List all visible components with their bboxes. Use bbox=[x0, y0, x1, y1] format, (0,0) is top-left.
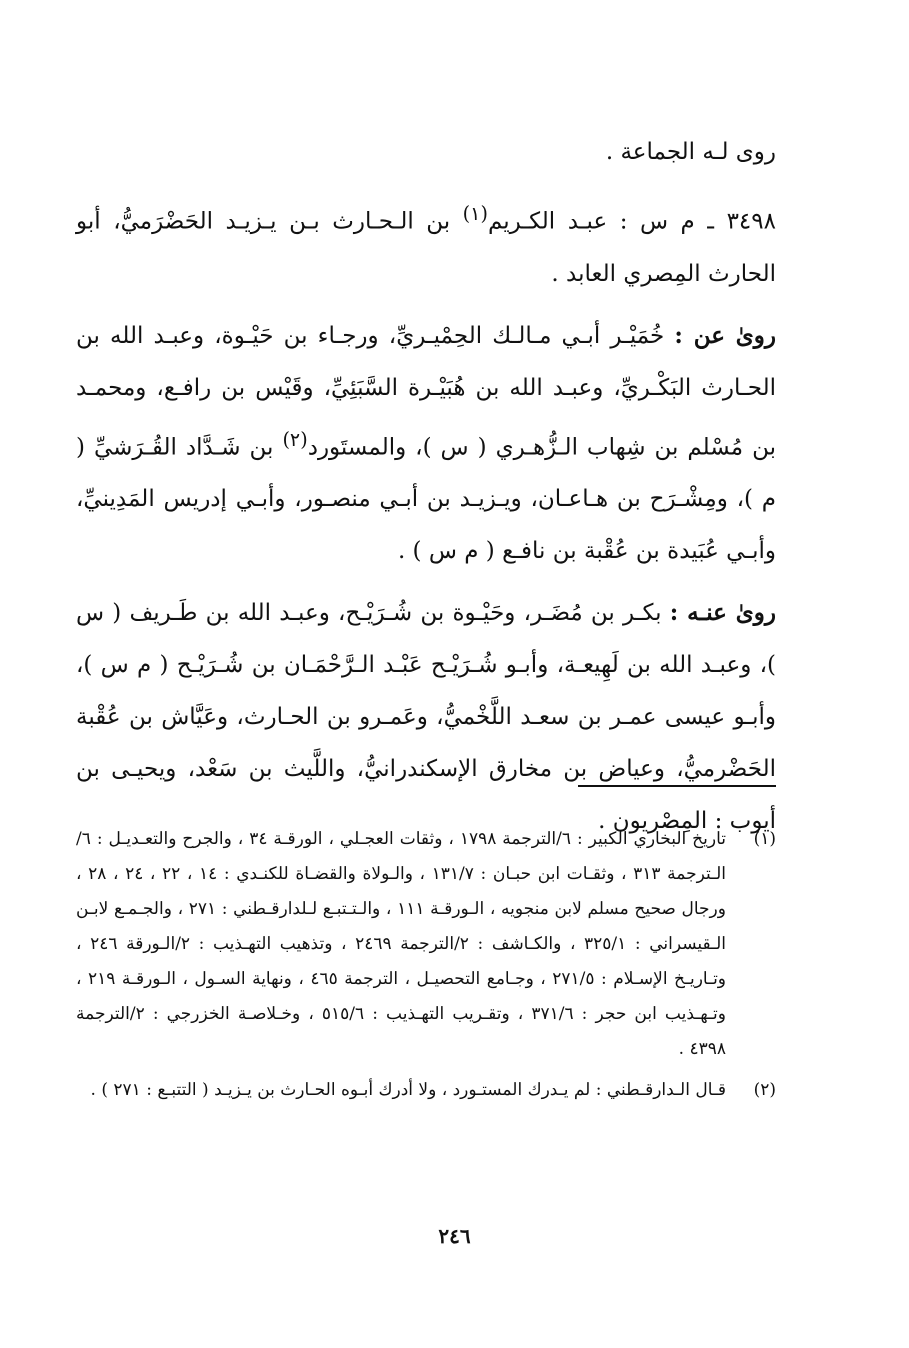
narrated-from-label: روىٰ عن : bbox=[674, 321, 776, 349]
continuation-line: روى لـه الجماعة . bbox=[605, 139, 776, 165]
footnote-2 bbox=[76, 1073, 776, 1108]
footnote-number: (١) bbox=[753, 829, 776, 849]
entry-name-rest: بن الـحـارث بـن يـزيـد الحَضْرَميُّ، أبو الحارث المِصري العابد . bbox=[76, 208, 776, 287]
footnote-1 bbox=[76, 822, 776, 1067]
narrated-from-paragraph bbox=[76, 310, 776, 578]
footnote-text: قـال الـدارقـطني : لم يـدرك المستـورد ، ولا أدرك أبـوه الحـارث بن يـزيـد ( التتبـع : ٢٧١ ) . bbox=[90, 1080, 726, 1100]
page-number: ٢٤٦ bbox=[438, 1224, 471, 1248]
footnote-number: (٢) bbox=[753, 1080, 776, 1100]
narrated-from-text: خُمَيْـر أبـي مـالـك الحِمْيـريِّ، ورجـاء بن حَيْـوة، وعبـد الله بن الحـارث البَكْـريِّ، وعبـد الله بن هُبَيْـرة السَّبَئِيِّ، وقَيْس بن رافـع، ومحمـد بن مُسْلم بن شِهاب الـزُّهـري ( س )، والمستَورد bbox=[76, 322, 776, 461]
narrated-by-text: بكـر بن مُضَـر، وحَيْـوة بن شُـرَيْـح، وعبـد الله بن طَـريف ( س )، وعبـد الله بن لَهِيعـة، وأبـو شُـرَيْـح عَبْـد الـرَّحْمَـان بن شُـرَيْـح ( م س )، وأبـو عيسى عمـر بن سعـد اللَّخْميُّ، وعَمـرو بن الحـارث، وعَيَّاش بن عُقْبة الحَضْرميُّ، وعياض بن مخارق الإسكندرانيُّ، واللَّيث بن سَعْد، ويحيـى بن أيوب : المِصْريون . bbox=[76, 600, 776, 835]
narrated-by-label: روىٰ عنـه : bbox=[669, 599, 776, 627]
main-text bbox=[76, 126, 776, 847]
biography-entry-heading bbox=[76, 188, 776, 300]
narrated-by-paragraph bbox=[76, 587, 776, 847]
footnote-ref-1[interactable]: (١) bbox=[462, 202, 488, 225]
narrated-from-text-end: بن شَـدَّاد القُـرَشيِّ ( م )، ومِشْـرَح بن هـاعـان، ويـزيـد بن أبـي منصـور، وأبـي إدريس المَدِينيِّ، وأبـي عُبَيدة بن عُقْبة بن نافـع ( م س ) . bbox=[76, 434, 776, 565]
footnote-separator bbox=[578, 785, 776, 787]
footnote-ref-2[interactable]: (٢) bbox=[282, 427, 308, 451]
footnotes bbox=[76, 822, 776, 1114]
footnote-text: تاريخ البخاري الكبير : ٦/الترجمة ١٧٩٨ ، وثقات العجـلي ، الورقـة ٣٤ ، والجرح والتعـديـل : ٦/الـترجمة ٣١٣ ، وثقـات ابن حبـان : ١٣١/٧ ، والـولاة والقضـاة للكنـدي : ١٤ ، ٢٢ ، ٢٤ ، ٢٨ ، ورجال صحيح مسلم لابن منجويه ، الـورقـة ١١١ ، والـتـتبـع لـلدارقـطني : ٢٧١ ، والجـمـع لابـن الـقيسراني : ٣٢٥/١ ، والكـاشف : ٢/الترجمة ٢٤٦٩ ، وتذهيب التهـذيب : ٢/الـورقة ٢٤٦ ، وتـاريـخ الإسـلام : ٢٧١/٥ ، وجـامع التحصيـل ، الترجمة ٤٦٥ ، ونهاية السـول ، الـورقـة ٢١٩ ، وتـهـذيب ابن حجر : ٣٧١/٦ ، وتقـريب التهـذيب : ٥١٥/٦ ، وخـلاصـة الخزرجي : ٢/الترجمة ٤٣٩٨ . bbox=[76, 829, 727, 1059]
entry-title: ٣٤٩٨ ـ م س : عبـد الكـريم bbox=[487, 208, 776, 235]
